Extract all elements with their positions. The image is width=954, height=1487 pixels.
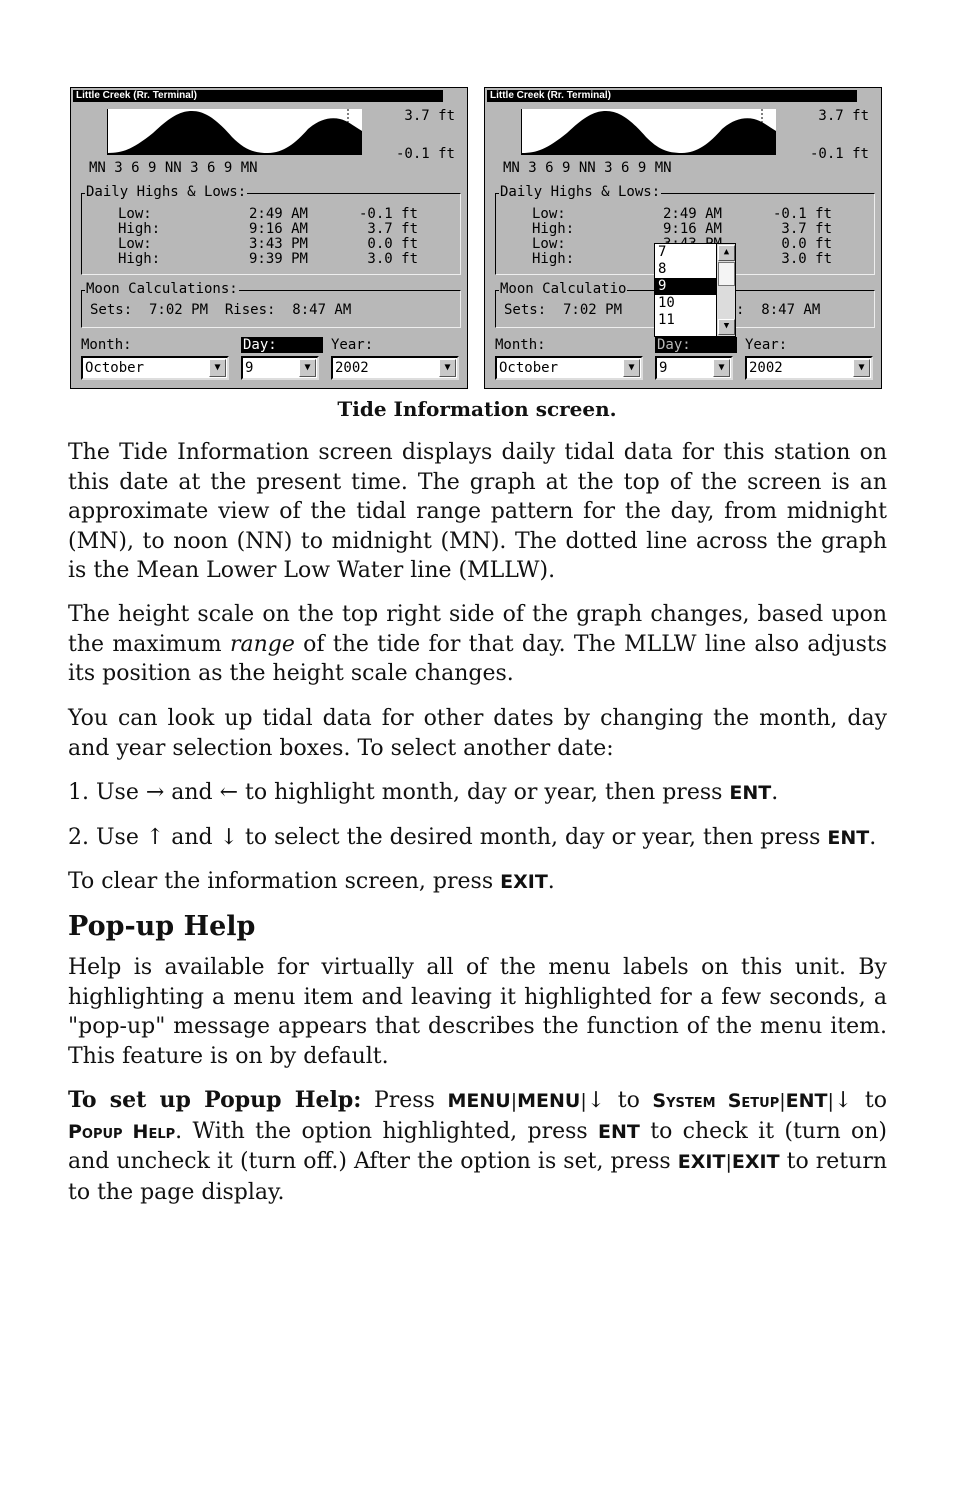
moon-group [81, 281, 461, 328]
tide-curve [522, 109, 776, 155]
tide-row: Low: 2:49 AM -0.1 ft [532, 206, 832, 222]
scale-low: -0.1 ft [809, 146, 869, 162]
day-label: Day: [241, 337, 323, 353]
time-axis: MN 3 6 9 NN 3 6 9 MN [503, 160, 672, 176]
chevron-down-icon[interactable]: ▼ [853, 359, 870, 377]
day-option[interactable]: 7 [658, 244, 667, 260]
tide-row: Low: 0.0 ft [532, 236, 832, 252]
scroll-thumb[interactable] [718, 262, 735, 286]
day-option[interactable]: 10 [658, 295, 675, 311]
highs-lows-group [81, 184, 461, 275]
day-option[interactable]: 8 [658, 261, 667, 277]
month-dropdown[interactable]: October ▼ [81, 356, 229, 380]
month-label: Month: [81, 337, 132, 353]
chevron-down-icon[interactable]: ▼ [439, 359, 456, 377]
moon-rise-time: : 8:47 AM [736, 302, 821, 318]
tide-screen-right [484, 87, 882, 389]
year-label: Year: [331, 337, 374, 353]
paragraph-height-scale: The height scale on the top right side of the graph changes, based upon the maximum range of the tide for that day. The MLLW line also adjusts its position as the height scale changes. [68, 602, 888, 687]
year-dropdown[interactable]: 2002 ▼ [745, 356, 873, 380]
moon-title: Moon Calculatio [500, 281, 627, 297]
station-title: Little Creek (Rr. Terminal) [73, 90, 443, 102]
paragraph-popup-help: Help is available for virtually all of the menu labels on this unit. By highlighting a menu item and leaving it highlighted for a few seconds, a "pop-up" message appears that describes the function of the menu item. This feature is on by default. [68, 955, 887, 1069]
scroll-down-icon[interactable]: ▼ [718, 319, 735, 335]
step-1: 1. Use → and ← to highlight month, day or year, then press ENT. [68, 780, 779, 805]
clear-instruction: To clear the information screen, press EXIT. [68, 869, 555, 894]
year-dropdown[interactable]: 2002 ▼ [331, 356, 459, 380]
tide-row: High: 9:16 AM 3.7 ft [532, 221, 832, 237]
station-title: Little Creek (Rr. Terminal) [487, 90, 857, 102]
paragraph-tide-intro: The Tide Information screen displays daily tidal data for this station on this date at the present time. The graph at the top of the screen is an approximate view of the tidal range pattern for the day, from midnight (MN), to noon (NN) to midnight (MN). The dotted line across the graph is the Mean Lower Low Water line (MLLW). [68, 440, 887, 584]
moon-times: Sets: 7:02 PM [504, 302, 623, 318]
chevron-down-icon[interactable]: ▼ [623, 359, 640, 377]
month-dropdown[interactable]: October ▼ [495, 356, 643, 380]
tide-row: High: 3.0 ft [532, 251, 832, 267]
highs-lows-title: Daily Highs & Lows: [500, 184, 661, 200]
tide-screen-left [70, 87, 468, 389]
day-label: Day: [655, 337, 737, 353]
tide-graph [107, 109, 362, 155]
tide-curve [108, 109, 362, 155]
scale-high: 3.7 ft [404, 108, 455, 124]
tide-graph [521, 109, 776, 155]
scale-low: -0.1 ft [395, 146, 455, 162]
chevron-down-icon[interactable]: ▼ [713, 359, 730, 377]
day-option-selected[interactable]: 9 [655, 278, 716, 295]
tide-row: Low: 3:43 PM 0.0 ft [118, 236, 418, 252]
day-dropdown[interactable]: 9 ▼ [655, 356, 733, 380]
day-option[interactable]: 11 [658, 312, 675, 328]
exit-key: EXIT [500, 871, 548, 893]
ent-key: ENT [729, 782, 772, 804]
ent-key: ENT [827, 827, 870, 849]
paragraph-lookup: You can look up tidal data for other dates by changing the month, day and year selection boxes. To select another date: [68, 706, 887, 761]
time-axis: MN 3 6 9 NN 3 6 9 MN [89, 160, 258, 176]
chevron-down-icon[interactable]: ▼ [209, 359, 226, 377]
day-popup-list[interactable] [654, 243, 736, 337]
moon-times: Sets: 7:02 PM Rises: 8:47 AM [90, 302, 352, 318]
month-label: Month: [495, 337, 546, 353]
popup-scrollbar[interactable] [716, 244, 735, 336]
paragraph-setup-popup: To set up Popup Help: Press MENU|MENU|↓ to System Setup|ENT|↓ to Popup Help. With the option highlighted, press ENT to check it (turn on) and uncheck it (turn off.) After the option is set, press EXIT|EXIT to return to the page display. [68, 1087, 888, 1205]
tide-row: High: 9:39 PM 3.0 ft [118, 251, 418, 267]
highs-lows-title: Daily Highs & Lows: [86, 184, 247, 200]
moon-title: Moon Calculations: [86, 281, 238, 297]
tide-row: Low: 2:49 AM -0.1 ft [118, 206, 418, 222]
tide-row: High: 9:16 AM 3.7 ft [118, 221, 418, 237]
step-2: 2. Use ↑ and ↓ to select the desired month, day or year, then press ENT. [68, 825, 877, 850]
chevron-down-icon[interactable]: ▼ [299, 359, 316, 377]
year-label: Year: [745, 337, 788, 353]
scale-high: 3.7 ft [818, 108, 869, 124]
figure-caption: Tide Information screen. [337, 397, 617, 421]
day-dropdown[interactable]: 9 ▼ [241, 356, 319, 380]
scroll-up-icon[interactable]: ▲ [718, 245, 735, 261]
section-heading: Pop-up Help [68, 911, 256, 942]
